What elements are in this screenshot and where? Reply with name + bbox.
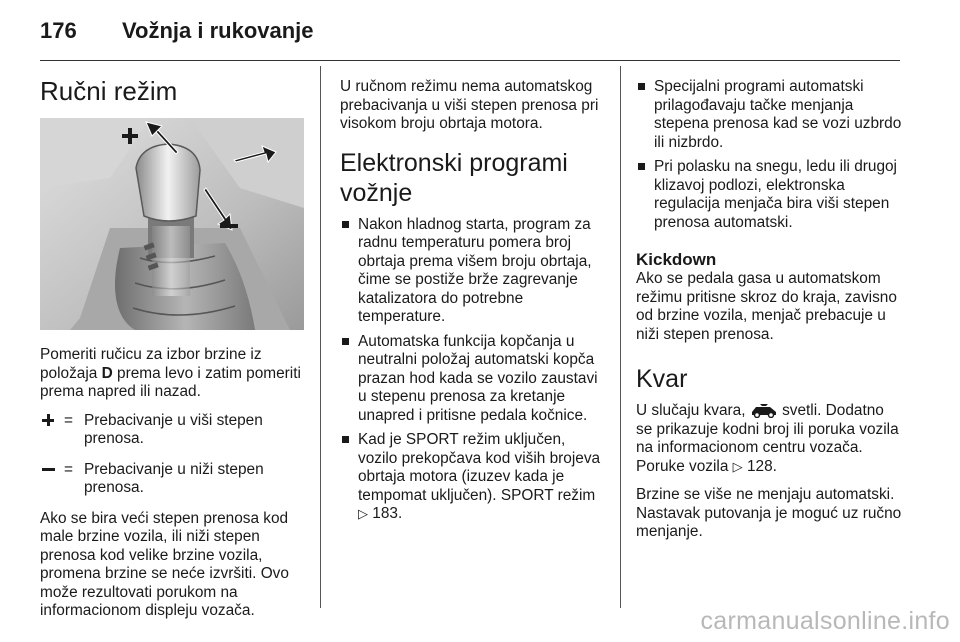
running-title: Vožnja i rukovanje bbox=[122, 18, 314, 43]
electronic-programs-list bbox=[340, 216, 608, 524]
page-reference-icon: ▷ bbox=[732, 458, 743, 474]
gear-position-d: D bbox=[101, 364, 113, 382]
section-title-manual-mode: Ručni režim bbox=[40, 76, 178, 106]
electronic-programs-list-continued bbox=[636, 78, 904, 232]
page-number: 176 bbox=[40, 18, 77, 43]
list-item: Kad je SPORT režim uključen, vozilo prekopčava kod viših brojeva obrtaja motora (izuzev kada je tempomat uključen). SPORT režim ▷ 183. bbox=[340, 431, 608, 524]
column-divider-2 bbox=[620, 66, 621, 608]
kickdown-text: Ako se pedala gasa u automatskom režimu pritisne skroz do kraja, zavisno od brzine vozila, menjač prebacuje u niži stepen prenosa. bbox=[636, 270, 897, 343]
list-item: Pri polasku na snegu, ledu ili drugoj klizavoj podlozi, elektronska regulacija menjača bira viši stepen prenosa automatski. bbox=[636, 158, 904, 232]
definition-equals: = bbox=[64, 411, 73, 429]
plus-icon bbox=[40, 412, 64, 449]
watermark: carmanualsonline.info bbox=[700, 607, 950, 635]
definition-upshift bbox=[40, 412, 304, 449]
list-item: Automatska funkcija kopčanja u neutralni položaj automatski kopča prazan hod kada se vozilo zaustavi u stepenu prenosa za kretanje unapred i pritisne pedala kočnice. bbox=[340, 333, 608, 426]
fault-consequence-text: Brzine se više ne menjaju automatski. Nastavak putovanja je moguć uz ručno menjanje. bbox=[636, 486, 902, 540]
column-3 bbox=[636, 78, 904, 552]
list-item: Nakon hladnog starta, program za radnu temperaturu pomera broj obrtaja prema višem broju obrtaja, čime se postiže brže zagrevanje katalizatora do potrebne temperature. bbox=[340, 216, 608, 327]
definition-downshift bbox=[40, 461, 304, 498]
definition-text: Prebacivanje u viši stepen prenosa. bbox=[84, 411, 263, 447]
section-title-fault: Kvar bbox=[636, 365, 688, 393]
manual-mode-note: U ručnom režimu nema automatskog prebacivanja u viši stepen prenosa pri visokom broju obrtaja motora. bbox=[340, 78, 599, 132]
list-item: Specijalni programi automatski prilagođavaju tačke menjanja stepena prenosa kad se vozi uzbrdo ili nizbrdo. bbox=[636, 78, 904, 152]
section-title-electronic-programs: Elektronski programi vožnje bbox=[340, 148, 568, 207]
fault-text: U slučaju kvara, svetli. Dodatno se prikazuje kodni broj ili poruka vozila na informacionom centru vozača. Poruke vozila ▷ 128. bbox=[636, 402, 899, 475]
column-2 bbox=[340, 78, 608, 532]
page-reference[interactable]: 183. bbox=[372, 505, 403, 522]
gear-lever-drawing bbox=[40, 118, 304, 330]
definition-text: Prebacivanje u niži stepen prenosa. bbox=[84, 460, 264, 496]
column-1 bbox=[40, 72, 304, 631]
header-rule bbox=[40, 60, 900, 61]
column-divider-1 bbox=[320, 66, 321, 608]
page-reference-icon: ▷ bbox=[358, 506, 368, 521]
definition-equals: = bbox=[64, 460, 73, 478]
shift-restriction-paragraph: Ako se bira veći stepen prenosa kod male brzine vozila, ili niži stepen prenosa kod velike brzine vozila, promena brzine se neće izvršiti. Ovo može rezultovati porukom na informacionom displeju vozača. bbox=[40, 509, 289, 619]
page-reference[interactable]: 128. bbox=[746, 457, 777, 475]
minus-icon bbox=[40, 461, 64, 498]
section-title-kickdown: Kickdown bbox=[636, 250, 717, 269]
page-header bbox=[40, 18, 900, 48]
gear-selector-illustration bbox=[40, 118, 304, 330]
manual-mode-intro: Pomeriti ručicu za izbor brzine iz položaja D prema levo i zatim pomeriti prema napred ili nazad. bbox=[40, 346, 301, 400]
transmission-warning-icon bbox=[750, 402, 778, 418]
